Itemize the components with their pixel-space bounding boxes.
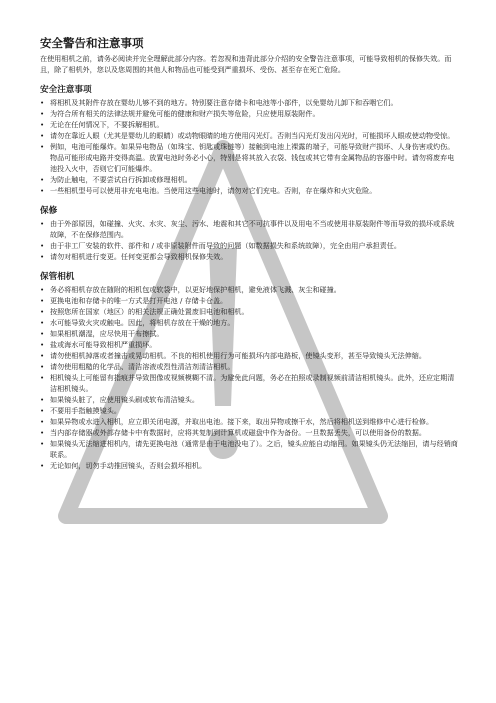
section-safety [40, 84, 460, 196]
list-item: • 盐或海水可能导致相机严重损坏。 [40, 339, 460, 350]
list-item: • 当内部存储器或外部存储卡中有数据时，应将其复制到计算机或磁盘中作为备份。一旦数据丢失，可以使用备份的数据。 [40, 427, 460, 438]
list-item: • 请勿在靠近人眼（尤其是婴幼儿的眼睛）或动物眼睛的地方使用闪光灯。否则当闪光灯发出闪光时，可能损坏人眼或使动物受惊。 [40, 130, 460, 141]
section-heading: 保管相机 [40, 272, 75, 282]
section-heading: 安全注意事项 [40, 85, 92, 95]
list-item: • 请勿使用粗糙的化学品、清洁溶液或烈性清洁剂清洁相机。 [40, 361, 460, 372]
list-item: • 为防止触电，不要尝试自行拆卸或修理相机。 [40, 174, 460, 185]
section-heading: 保修 [40, 206, 58, 216]
list-item: • 如果镜头脏了，应使用镜头刷或软布清洁镜头。 [40, 394, 460, 405]
list-item: • 一些相机型号可以使用非充电电池。当使用这些电池时，请勿对它们充电。否则，存在爆炸和火灾危险。 [40, 185, 460, 196]
list-item: • 按照您所在国家（地区）的相关法规正确处置废旧电池和相机。 [40, 306, 460, 317]
page-title: 安全警告和注意事项 [40, 36, 144, 50]
list-item: • 由于非工厂安装的软件、部件和 / 或非原装附件而导致的问题（如数据损失和系统故障），完全由用户承担责任。 [40, 240, 460, 251]
document-content [40, 36, 460, 471]
list-item: • 无论如何，切勿手动推回镜头，否则会损坏相机。 [40, 460, 460, 471]
list-item: • 请勿使相机掉落或者撞击或晃动相机。不良的相机使用行为可能损坏内部电路板，使镜头变形，甚至导致镜头无法伸缩。 [40, 350, 460, 361]
bullet-list [40, 97, 460, 196]
list-item: • 为符合所有相关的法律法规并避免可能的健康和财产损失等危险，只应使用原装附件。 [40, 108, 460, 119]
list-item: • 由于外部原因，如碰撞、火灾、水灾、灰尘、污水、地震和其它不可抗事件以及用电不当或使用非原装附件等而导致的损坏或系统故障，不在保修范围内。 [40, 218, 460, 240]
list-item: • 更换电池和存储卡的唯一方式是打开电池 / 存储卡仓盖。 [40, 295, 460, 306]
list-item: • 无论在任何情况下，不要拆解相机。 [40, 119, 460, 130]
section-warranty [40, 205, 460, 262]
list-item: • 水可能导致火灾或触电。因此，将相机存放在干燥的地方。 [40, 317, 460, 328]
list-item: • 如果异物或水进入相机，应立即关闭电源，并取出电池。接下来，取出异物或擦干水，然后将相机送到维修中心进行检修。 [40, 416, 460, 427]
list-item: • 如果镜头无法缩进相机内，请先更换电池（通常是由于电池没电了）。之后，镜头应能自动缩回。如果镜头仍无法缩回，请与经销商联系。 [40, 438, 460, 460]
section-camera-care [40, 271, 460, 471]
list-item: • 如果相机潮湿，应尽快用干布擦拭。 [40, 328, 460, 339]
bullet-list [40, 218, 460, 262]
list-item: • 请勿对相机进行变更。任何变更都会导致相机保修失效。 [40, 251, 460, 262]
intro-paragraph: 在使用相机之前，请务必阅读并完全理解此部分内容。若忽视和违背此部分介绍的安全警告注意事项，可能导致相机的保修失效。而且，除了相机外，您以及您周围的其他人和物品也可能受到严重损坏、受伤、甚至存在死亡危险。 [40, 54, 452, 74]
list-item: • 将相机及其附件存放在婴幼儿够不到的地方。特别要注意存储卡和电池等小部件，以免婴幼儿卸下和吞咽它们。 [40, 97, 460, 108]
list-item: • 务必将相机存放在随附的相机包或软袋中，以更好地保护相机，避免液体飞溅、灰尘和碰撞。 [40, 284, 460, 295]
list-item: • 例如，电池可能爆炸。如果异电物品（如珠宝、钥匙或珠链等）接触到电池上裸露的端子，可能导致财产损坏、人身伤害或灼伤。物品可能形成电路并变得高温。放置电池时务必小心，特别是将其放入衣袋、钱包或其它带有金属物品的容器中时。请勿将废弃电池投入火中，否则它们可能爆炸。 [40, 141, 460, 174]
list-item: • 不要用手指触摸镜头。 [40, 405, 460, 416]
list-item: • 相机镜头上可能留有指痕并导致图像或视频模糊不清。为避免此问题，务必在拍照或录制视频前清洁相机镜头。此外，还应定期清洁相机镜头。 [40, 372, 460, 394]
bullet-list [40, 284, 460, 471]
